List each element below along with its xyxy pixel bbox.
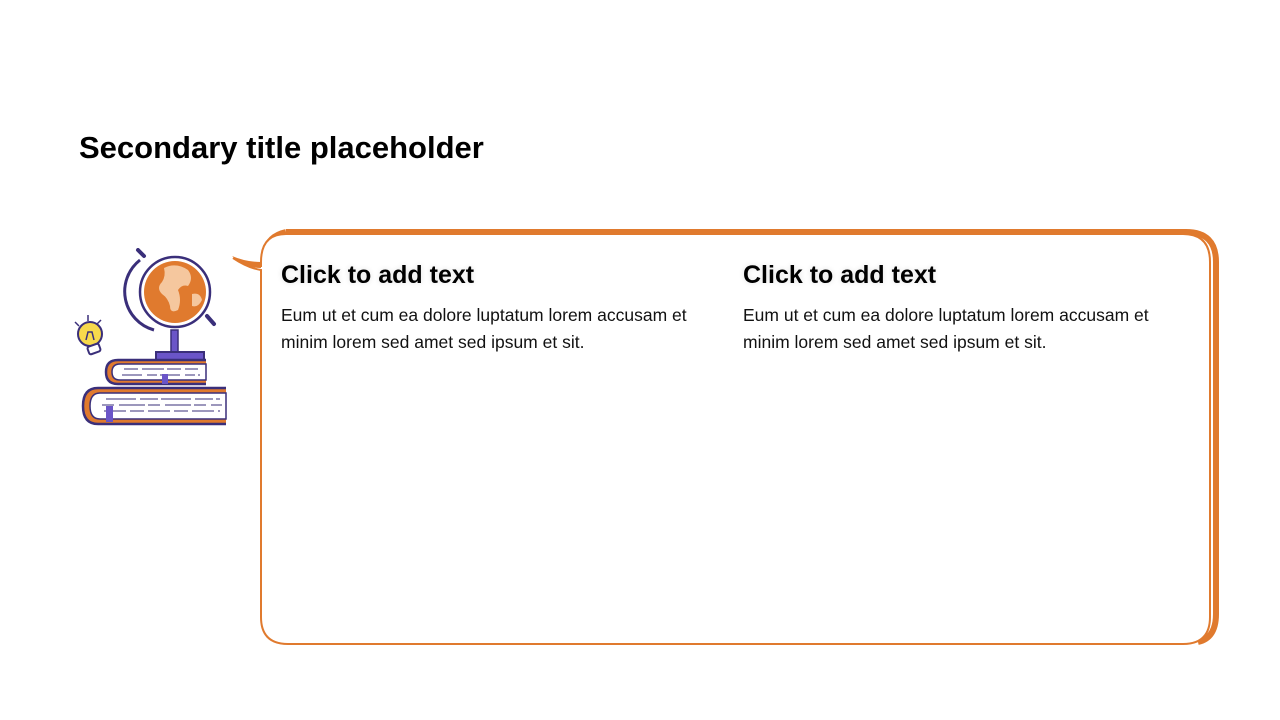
text-column-1 (281, 258, 721, 356)
globe-icon (125, 250, 214, 360)
text-column-2 (743, 258, 1183, 356)
lightbulb-icon (75, 315, 102, 355)
column-body[interactable]: Eum ut et cum ea dolore luptatum lorem accusam et minim lorem sed amet sed ipsum et sit. (743, 305, 1149, 352)
column-body[interactable]: Eum ut et cum ea dolore luptatum lorem accusam et minim lorem sed amet sed ipsum et sit. (281, 305, 687, 352)
books-icon (83, 360, 226, 424)
column-heading[interactable]: Click to add text (281, 261, 475, 289)
education-illustration (66, 248, 236, 438)
page-title: Secondary title placeholder (79, 130, 484, 165)
column-heading[interactable]: Click to add text (743, 261, 937, 289)
